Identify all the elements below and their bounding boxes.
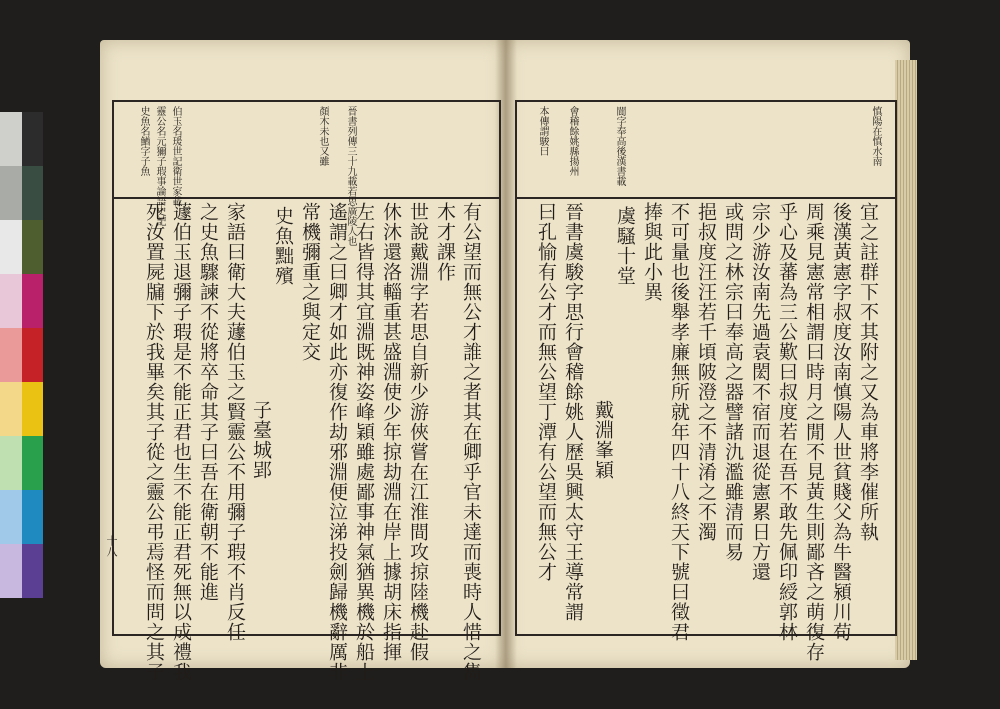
left-page-number: 十八 — [105, 535, 118, 557]
right-column-8: 不可量也後舉孝廉無所就年四十八終天下號曰徵君 — [668, 202, 690, 642]
left-column-2: 木才課作 — [434, 202, 456, 282]
left-column-7: 常機彌重之與定交 — [299, 202, 321, 362]
right-column-6: 或問之林宗曰奉高之器譬諸氿濫雖清而易 — [722, 202, 744, 562]
left-column-1: 有公望而無公才誰之者其在卿乎官未達而喪時人惜之雋 — [460, 202, 482, 682]
color-swatch — [0, 436, 43, 490]
right-column-10: 虞騷十堂 — [614, 206, 636, 286]
color-swatch — [0, 382, 43, 436]
color-swatch-cell — [0, 436, 22, 490]
color-swatch-cell — [0, 490, 22, 544]
left-column-4: 休沐還洛輜重甚盛淵使少年掠劫淵在岸上據胡床指揮 — [380, 202, 402, 662]
left-column-3: 世說戴淵字若思自新少游俠嘗在江淮間攻掠陸機赴假 — [407, 202, 429, 662]
left-column-5: 左右皆得其宜淵既神姿峰穎雖處鄙事神氣猶異機於船上 — [353, 202, 375, 682]
right-headnote-3: 會稽餘姚縣揚州 — [567, 106, 578, 176]
right-column-12: 晉書虞駿字思行會稽餘姚人歷吳興太守王導常謂 — [562, 202, 584, 622]
color-swatch-cell — [22, 436, 44, 490]
right-column-7: 挹叔度汪汪若千頃陂澄之不清淆之不濁 — [695, 202, 717, 542]
right-headnote-1: 慎陽在慎水南 — [870, 106, 881, 166]
left-column-13: 死汝置屍牖下於我畢矣其子從之靈公弔焉怪而問之其子 — [143, 202, 165, 682]
right-column-9: 捧與此小異 — [641, 202, 663, 302]
left-headnote-4: 靈公名元獮子瑕事論語史記 — [154, 106, 165, 226]
right-headnote-4: 本傳謂駿曰 — [537, 106, 548, 156]
color-swatch-cell — [22, 166, 44, 220]
color-swatch-cell — [22, 220, 44, 274]
color-swatch — [0, 328, 43, 382]
color-swatch — [0, 220, 43, 274]
color-swatch-cell — [0, 166, 22, 220]
color-swatch — [0, 274, 43, 328]
right-headnote-divider — [515, 197, 895, 199]
left-column-12: 蘧伯玉退彌子瑕是不能正君也生不能正君死無以成禮我 — [170, 202, 192, 682]
color-swatch-cell — [22, 328, 44, 382]
color-swatch — [0, 544, 43, 598]
right-column-2: 後漢黃憲字叔度汝南慎陽人世貧賤父為牛醫潁川荀 — [830, 202, 852, 642]
left-column-11: 之史魚驟諫不從將卒命其子曰吾在衛朝不能進 — [197, 202, 219, 602]
left-margin-title — [117, 70, 132, 85]
color-swatch — [0, 112, 43, 166]
color-swatch-cell — [22, 274, 44, 328]
left-column-10: 家語曰衛大夫蘧伯玉之賢靈公不用彌子瑕不肖反任 — [224, 202, 246, 642]
right-column-5: 宗少游汝南先過袁閎不宿而退從憲累日方還 — [749, 202, 771, 582]
left-headnote-2: 顏木未也又雖 — [317, 106, 328, 166]
color-swatch — [0, 166, 43, 220]
color-swatch-cell — [22, 382, 44, 436]
left-column-6: 遙謂之曰卿才如此亦復作劫邪淵便泣涕投劍歸機辭厲非 — [326, 202, 348, 682]
color-swatch-cell — [0, 382, 22, 436]
color-swatch-cell — [0, 112, 22, 166]
left-headnote-5: 史魚名鰌字子魚 — [138, 106, 149, 176]
right-column-11: 戴淵峯穎 — [592, 400, 614, 480]
color-swatch — [0, 490, 43, 544]
right-column-13: 曰孔愉有公才而無公望丁潭有公望而無公才 — [535, 202, 557, 582]
color-swatch-cell — [0, 274, 22, 328]
color-swatch-cell — [22, 490, 44, 544]
right-column-3: 周乘見憲常相謂曰時月之閒不見黃生則鄙吝之萌復存 — [803, 202, 825, 662]
color-swatch-cell — [22, 112, 44, 166]
left-column-8: 史魚黜殯 — [272, 206, 294, 286]
color-calibration-strip — [0, 112, 43, 602]
left-column-9: 子臺城郢 — [250, 400, 272, 480]
page-edge — [895, 60, 917, 660]
right-column-4: 乎心及蕃為三公歎曰叔度若在吾不敢先佩印綬郭林 — [776, 202, 798, 642]
right-headnote-2: 閬字奉高後漢書載 — [614, 106, 625, 186]
color-swatch-cell — [0, 328, 22, 382]
color-swatch-cell — [22, 544, 44, 598]
right-column-1: 宜之註群下不其附之又為車將李催所執 — [857, 202, 879, 542]
left-headnote-3: 伯玉名瑗世記衛世家載 — [170, 106, 181, 206]
color-swatch-cell — [0, 544, 22, 598]
color-swatch-cell — [0, 220, 22, 274]
left-headnote-1: 晉書列傳三十九載若思廣陵人也 — [345, 106, 356, 246]
